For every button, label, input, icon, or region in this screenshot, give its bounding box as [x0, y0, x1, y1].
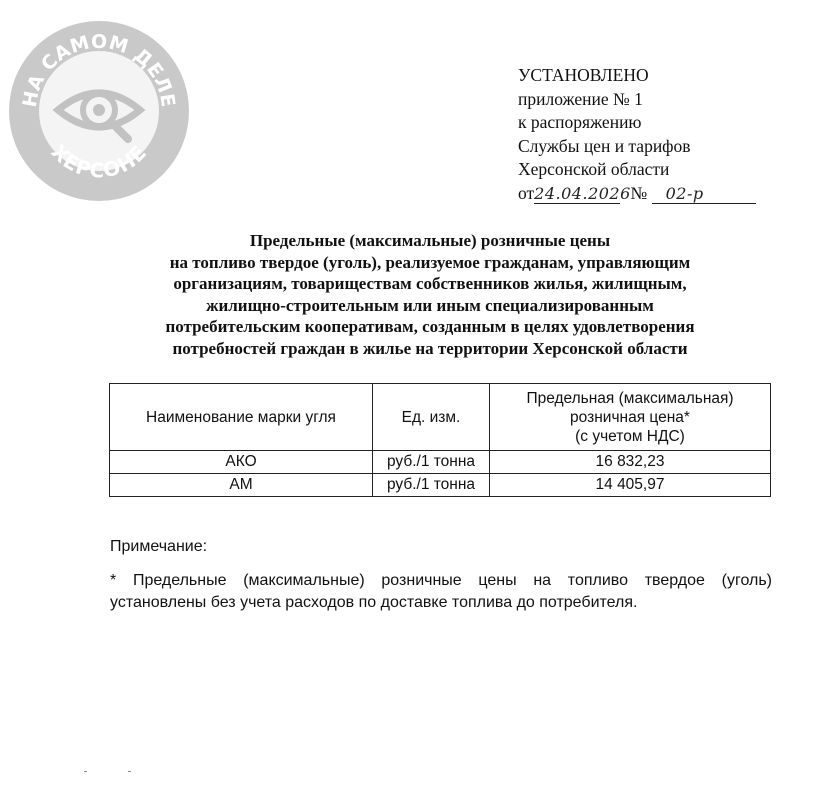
- approval-block: [518, 64, 756, 205]
- watermark-top-text: НА САМОМ ДЕЛЕ: [18, 30, 180, 109]
- approval-line: к распоряжению: [518, 112, 642, 132]
- handwritten-date: 24.04.2026: [534, 183, 631, 203]
- date-prefix: от: [518, 182, 535, 203]
- watermark-logo: [6, 18, 192, 204]
- title-line: потребностей граждан в жилье на территории Херсонской области: [172, 338, 688, 358]
- document-title: [100, 230, 760, 359]
- cell-unit: руб./1 тонна: [373, 474, 490, 497]
- table-header-row: [110, 384, 771, 451]
- cell-price: 16 832,23: [490, 451, 771, 474]
- scan-speck: [84, 771, 87, 772]
- approval-date-line: [518, 182, 756, 206]
- cell-brand: АКО: [110, 451, 373, 474]
- title-line: жилищно-строительным или иным специализированным: [206, 295, 654, 315]
- table-row: [110, 451, 771, 474]
- approval-line: Службы цен и тарифов: [518, 135, 691, 156]
- table-row: [110, 474, 771, 497]
- cell-brand: АМ: [110, 474, 373, 497]
- cell-unit: руб./1 тонна: [373, 451, 490, 474]
- title-line: на топливо твердое (уголь), реализуемое гражданам, управляющим: [169, 252, 691, 272]
- cell-price: 14 405,97: [490, 474, 771, 497]
- title-line: потребительским кооперативам, созданным в целях удовлетворения: [165, 317, 695, 336]
- header-price: [490, 384, 771, 451]
- scan-speck: [128, 771, 131, 772]
- note-label: Примечание:: [110, 538, 208, 555]
- title-line: Предельные (максимальные) розничные цены: [249, 231, 611, 250]
- header-unit: Ед. изм.: [373, 384, 490, 451]
- approval-line: Херсонской области: [518, 159, 670, 179]
- price-table: [109, 383, 771, 497]
- number-prefix: №: [630, 182, 648, 203]
- header-price-line: (с учетом НДС): [575, 427, 685, 445]
- title-line: организациям, товариществам собственников жилья, жилищным,: [173, 274, 687, 293]
- handwritten-number: 02-р: [652, 185, 756, 204]
- header-price-line: Предельная (максимальная): [526, 389, 734, 407]
- approval-heading: УСТАНОВЛЕНО: [518, 65, 649, 85]
- note-text: * Предельные (максимальные) розничные цены на топливо твердое (уголь) установлены без учета расходов по доставке топлива до потребителя.: [110, 572, 772, 611]
- watermark-bottom-text: ХЕРСОНЕ: [46, 139, 152, 183]
- header-price-line: розничная цена*: [570, 408, 690, 426]
- approval-line: приложение № 1: [518, 88, 643, 109]
- header-brand: Наименование марки угля: [110, 384, 373, 451]
